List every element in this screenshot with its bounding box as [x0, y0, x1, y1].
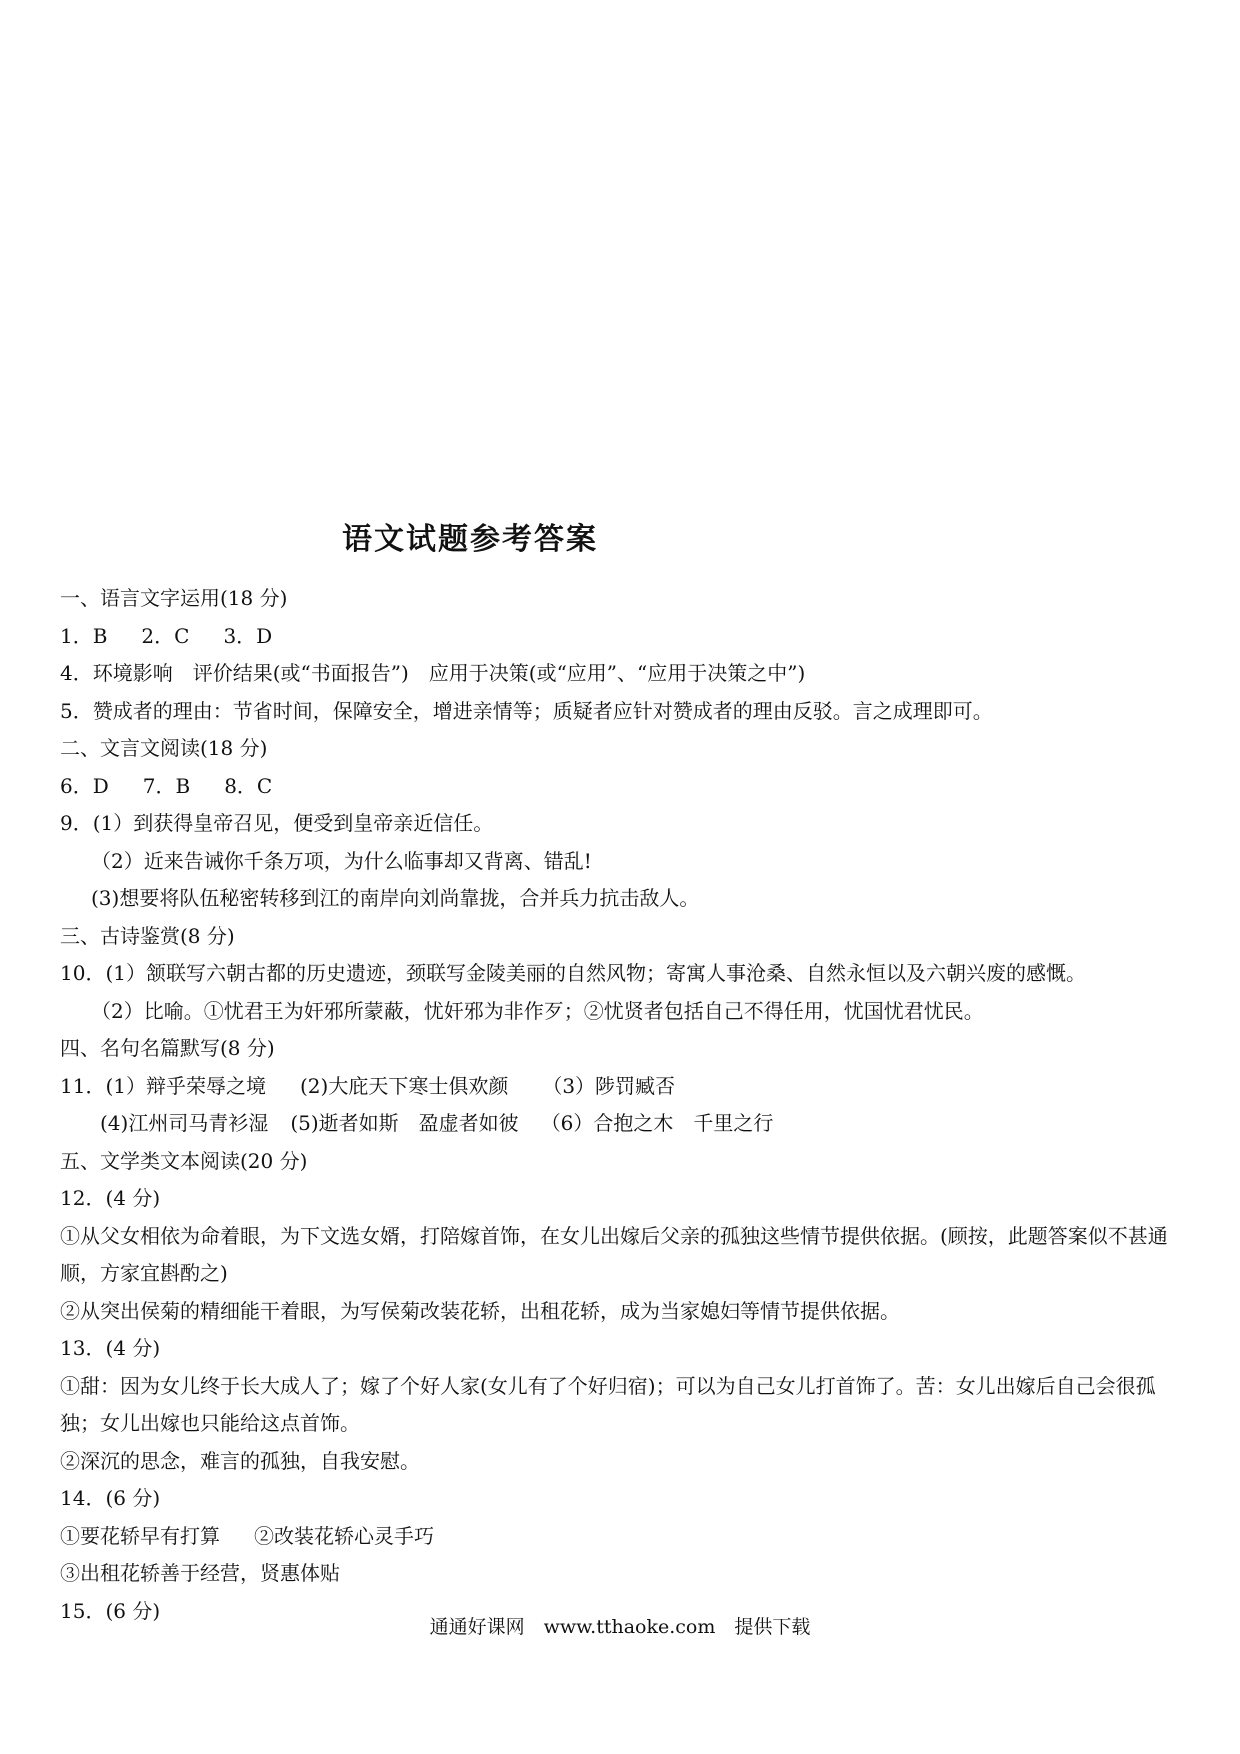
answer-item: 6．D: [60, 773, 109, 798]
answer-line: 13．(4 分): [60, 1336, 161, 1360]
answer-item: ②改装花轿心灵手巧: [254, 1523, 434, 1548]
answer-item: ①要花轿早有打算: [60, 1523, 220, 1548]
answer-item: （6）合抱之木 千里之行: [540, 1111, 774, 1135]
answer-line: [60, 618, 1190, 656]
answer-item: 7．B: [142, 773, 191, 798]
answer-item: 11．(1）辩乎荣辱之境: [60, 1073, 266, 1098]
answer-line: [60, 1068, 1190, 1106]
section-heading: 二、文言文阅读(18 分): [60, 736, 268, 760]
section-heading: 五、文学类文本阅读(20 分): [60, 1148, 308, 1173]
answer-line: 14．(6 分): [60, 1486, 161, 1510]
answer-line: ①从父女相依为命着眼，为下文选女婿，打陪嫁首饰，在女儿出嫁后父亲的孤独这些情节提供依据。(顾按，此题答案似不甚通顺，方家宜斟酌之): [60, 1223, 1168, 1285]
answer-line: 12．(4 分): [60, 1186, 161, 1210]
answer-line: [60, 1105, 1190, 1143]
answer-content: [60, 580, 1190, 1630]
answer-line: 10．(1）颔联写六朝古都的历史遗迹，颈联写金陵美丽的自然风物；寄寓人事沧桑、自然永恒以及六朝兴废的感慨。: [60, 961, 1086, 985]
answer-line: (3)想要将队伍秘密转移到江的南岸向刘尚靠拢，合并兵力抗击敌人。: [91, 886, 700, 910]
answer-item: 8．C: [224, 773, 273, 798]
answer-item: 3．D: [223, 623, 273, 648]
answer-line: 9．(1）到获得皇帝召见，便受到皇帝亲近信任。: [60, 811, 494, 835]
answer-line: ②深沉的思念，难言的孤独，自我安慰。: [60, 1448, 420, 1473]
answer-item: 1．B: [60, 623, 108, 648]
page-title: 语文试题参考答案: [342, 522, 598, 557]
answer-line: （2）近来告诫你千条万项，为什么临事却又背离、错乱!: [91, 848, 592, 873]
section-heading: 四、名句名篇默写(8 分): [60, 1036, 275, 1060]
answer-line: ①甜：因为女儿终于长大成人了；嫁了个好人家(女儿有了个好归宿)；可以为自己女儿打首饰了。苦：女儿出嫁后自己会很孤独；女儿出嫁也只能给这点首饰。: [60, 1373, 1156, 1435]
answer-item: (4)江州司马青衫湿: [100, 1111, 269, 1135]
answer-item: (5)逝者如斯 盈虚者如彼: [290, 1111, 519, 1135]
answer-item: 2．C: [141, 623, 190, 648]
answer-line: （2）比喻。①忧君王为奸邪所蒙蔽，忧奸邪为非作歹；②忧贤者包括自己不得任用，忧国忧君忧民。: [91, 998, 984, 1023]
answer-line: [60, 1518, 1190, 1556]
answer-item: （3）陟罚臧否: [542, 1073, 676, 1098]
page-footer: 通通好课网 www.tthaoke.com 提供下载: [429, 1616, 811, 1638]
section-heading: 三、古诗鉴赏(8 分): [60, 923, 235, 948]
answer-line: ②从突出侯菊的精细能干着眼，为写侯菊改装花轿，出租花轿，成为当家媳妇等情节提供依据。: [60, 1298, 900, 1323]
answer-line: [60, 768, 1190, 806]
answer-item: (2)大庇天下寒士俱欢颜: [299, 1073, 509, 1098]
answer-line: 15．(6 分): [60, 1598, 161, 1623]
answer-line: ③出租花轿善于经营，贤惠体贴: [60, 1561, 340, 1585]
answer-line: 4．环境影响 评价结果(或“书面报告”) 应用于决策(或“应用”、“应用于决策之中”): [60, 661, 806, 685]
answer-line: 5．赞成者的理由：节省时间，保障安全，增进亲情等；质疑者应针对赞成者的理由反驳。言之成理即可。: [60, 698, 993, 723]
section-heading: 一、语言文字运用(18 分): [60, 586, 288, 610]
